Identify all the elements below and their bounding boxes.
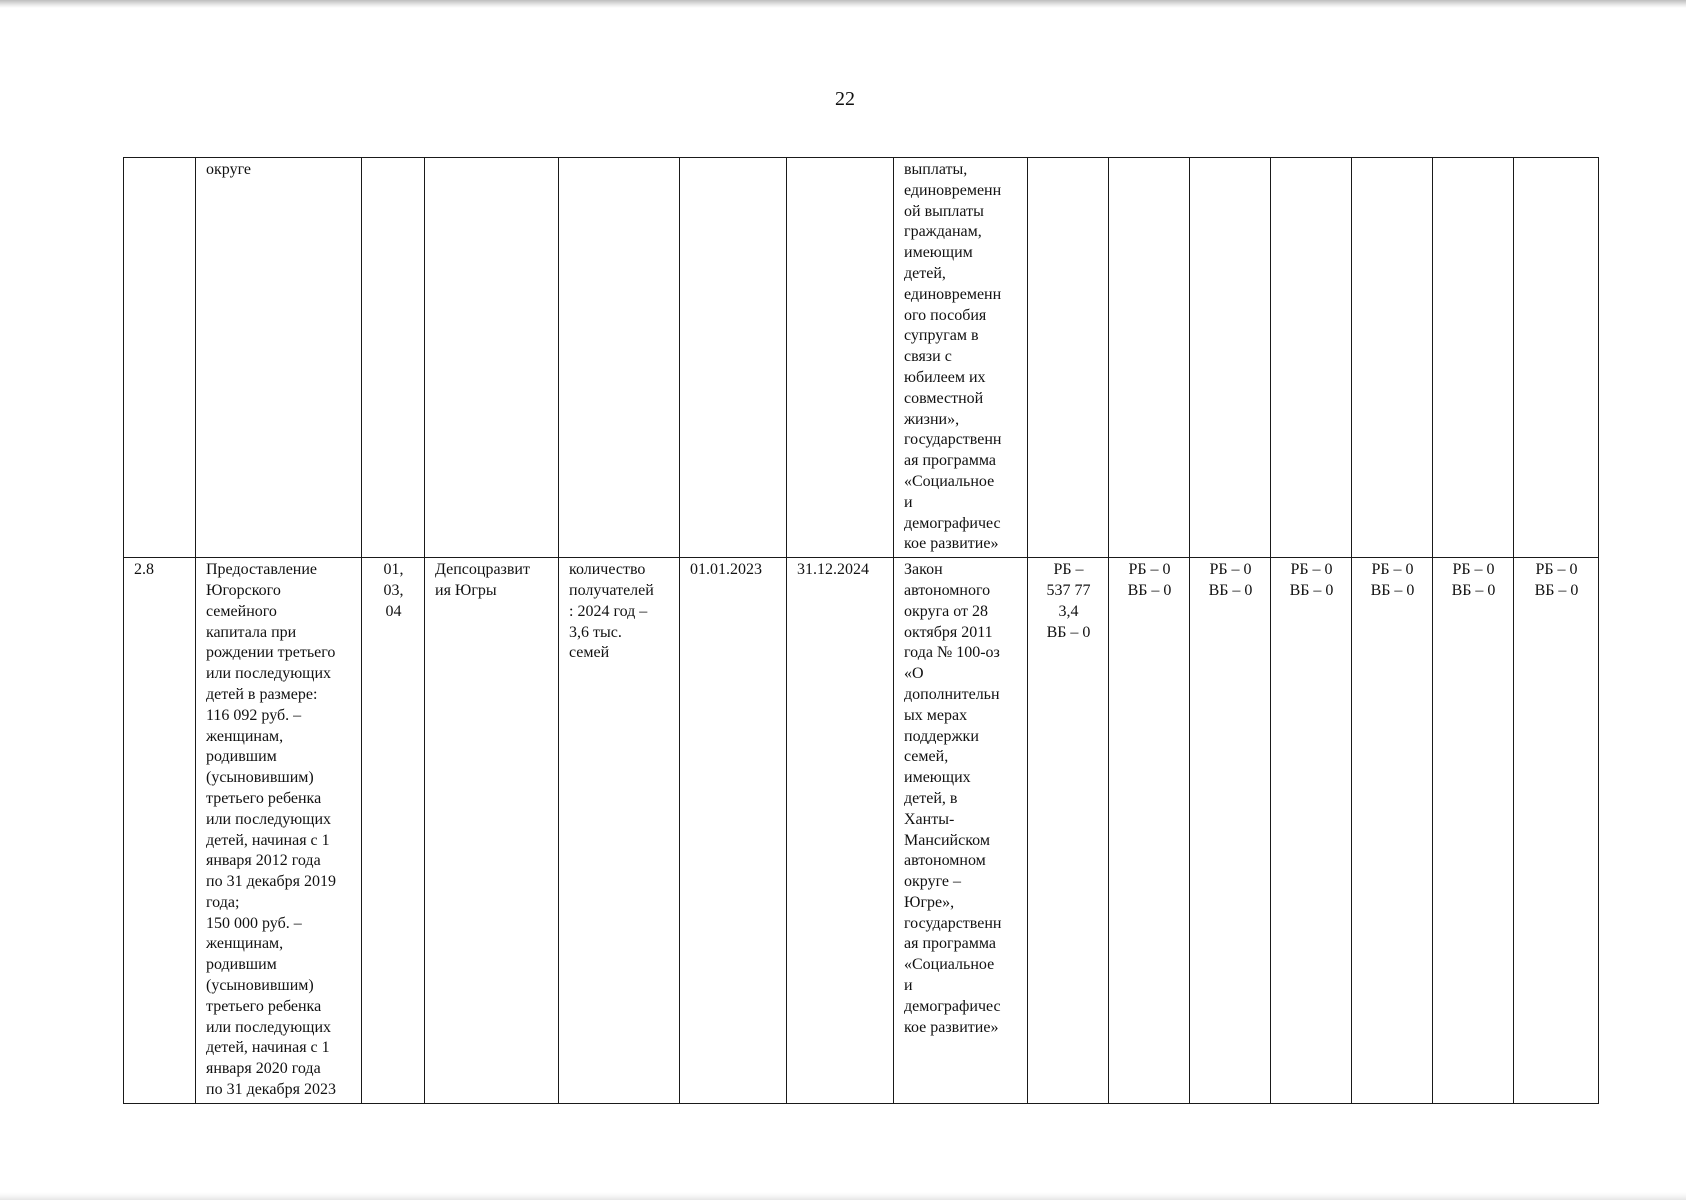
cell-event: Предоставление Югорского семейного капитала при рождении третьего или последующих детей в размере: 116 092 руб. – женщинам, родившим (усыновившим) третьего ребенка или последующих детей, начиная с 1 января 2012 года по 31 декабря 2019 года; 150 000 руб. – женщинам, родившим (усыновившим) третьего ребенка или последующих детей, начиная с 1 января 2020 года по 31 декабря 2023 — [196, 558, 362, 1104]
cell-funding-continued-2 — [1109, 158, 1190, 558]
cell-legal-basis-continued: выплаты, единовременн ой выплаты гражданам, имеющим детей, единовременн ого пособия супругам в связи с юбилеем их совместной жизни», государственн ая программа «Социальное и демографичес кое развитие» — [894, 158, 1028, 558]
table-row-2-8 — [124, 558, 1599, 1104]
cell-funding-2: РБ – 0 ВБ – 0 — [1109, 558, 1190, 1104]
cell-funding-1: РБ – 537 77 3,4 ВБ – 0 — [1028, 558, 1109, 1104]
cell-funding-continued-7 — [1514, 158, 1599, 558]
cell-end-date: 31.12.2024 — [787, 558, 894, 1104]
cell-start-date-continued — [680, 158, 787, 558]
table-row-continued — [124, 158, 1599, 558]
cell-funding-continued-6 — [1433, 158, 1514, 558]
page-number: 22 — [835, 88, 855, 110]
cell-funding-continued-3 — [1190, 158, 1271, 558]
cell-indicator-continued — [559, 158, 680, 558]
cell-number: 2.8 — [124, 558, 196, 1104]
cell-legal-basis: Закон автономного округа от 28 октября 2011 года № 100-оз «О дополнительн ых мерах поддержки семей, имеющих детей, в Ханты- Мансийском автономном округе – Югре», государственн ая программа «Социальное и демографичес кое развитие» — [894, 558, 1028, 1104]
scan-edge-top — [0, 0, 1686, 8]
cell-funding-4: РБ – 0 ВБ – 0 — [1271, 558, 1352, 1104]
cell-indicator: количество получателей : 2024 год – 3,6 тыс. семей — [559, 558, 680, 1104]
program-events-table — [123, 157, 1599, 1104]
cell-funding-continued-1 — [1028, 158, 1109, 558]
cell-funding-6: РБ – 0 ВБ – 0 — [1433, 558, 1514, 1104]
cell-funding-5: РБ – 0 ВБ – 0 — [1352, 558, 1433, 1104]
cell-number-continued — [124, 158, 196, 558]
scan-edge-bottom — [0, 1192, 1686, 1200]
cell-funding-3: РБ – 0 ВБ – 0 — [1190, 558, 1271, 1104]
cell-funding-continued-5 — [1352, 158, 1433, 558]
cell-funding-continued-4 — [1271, 158, 1352, 558]
cell-event-continued: округе — [196, 158, 362, 558]
cell-funding-7: РБ – 0 ВБ – 0 — [1514, 558, 1599, 1104]
cell-start-date: 01.01.2023 — [680, 558, 787, 1104]
cell-codes-continued — [362, 158, 425, 558]
cell-executor-continued — [425, 158, 559, 558]
cell-codes: 01, 03, 04 — [362, 558, 425, 1104]
cell-end-date-continued — [787, 158, 894, 558]
cell-executor: Депсоцразвит ия Югры — [425, 558, 559, 1104]
